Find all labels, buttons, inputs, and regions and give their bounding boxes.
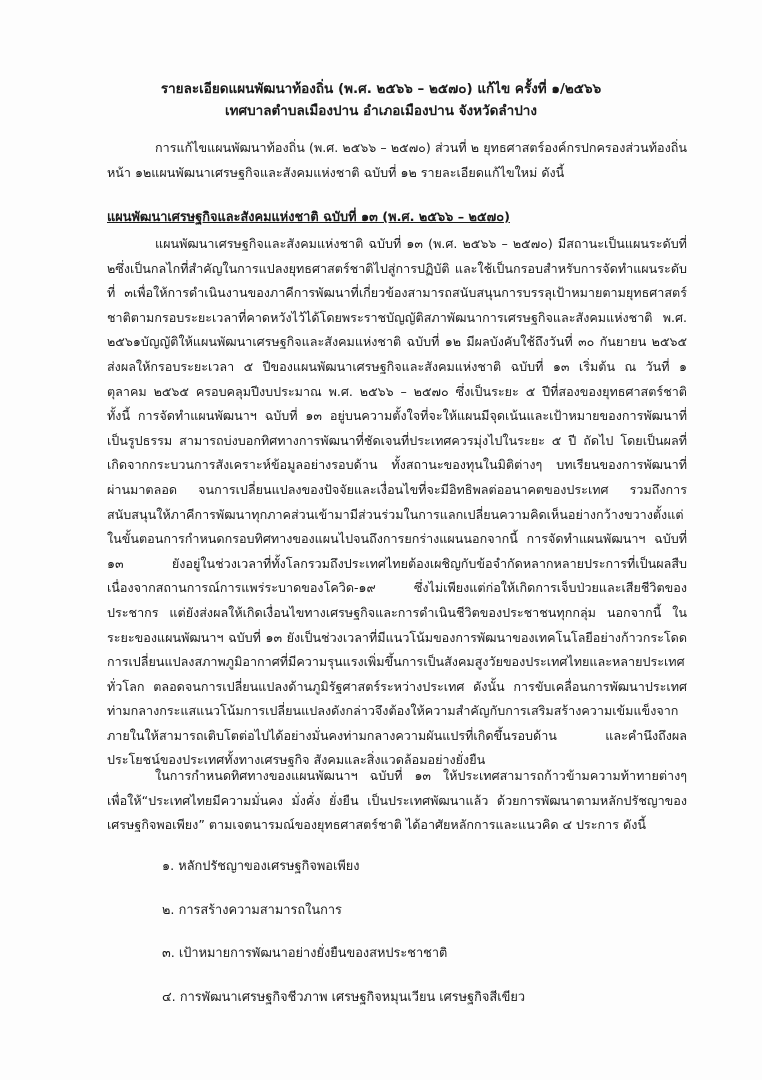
intro-paragraph xyxy=(107,136,687,185)
section-heading: แผนพัฒนาเศรษฐกิจและสังคมแห่งชาติ ฉบับที่ ๑๓ (พ.ศ. ๒๕๖๖ – ๒๕๗๐) xyxy=(107,210,510,225)
second-paragraph-text: ในการกำหนดทิศทางของแผนพัฒนาฯ ฉบับที่ ๑๓ ให้ประเทศสามารถก้าวข้ามความท้าทายต่างๆ เพื่อให้“ประเทศไทยมีความมั่นคง มั่งคั่ง ยั่งยืน เป็นประเทศพัฒนาแล้ว ด้วยการพัฒนาตามหลักปรัชญาของเศรษฐกิจพอเพียง” ตามเจตนารมณ์ของยุทธศาสตร์ชาติ ได้อาศัยหลักการและแนวคิด ๔ ประการ ดังนี้ xyxy=(107,768,687,833)
main-paragraph xyxy=(107,232,687,773)
document-title-line2: เทศบาลตำบลเมืองปาน อำเภอเมืองปาน จังหวัดลำปาง xyxy=(225,103,537,119)
principle-item: ๓. เป้าหมายการพัฒนาอย่างยั่งยืนของสหประชาชาติ xyxy=(162,946,448,961)
document-title-line1: รายละเอียดแผนพัฒนาท้องถิ่น (พ.ศ. ๒๕๖๖ – ๒๕๗๐) แก้ไข ครั้งที่ ๑/๒๕๖๖ xyxy=(160,81,602,97)
principle-item: ๒. การสร้างความสามารถในการ xyxy=(162,902,342,918)
main-paragraph-text: แผนพัฒนาเศรษฐกิจและสังคมแห่งชาติ ฉบับที่ ๑๓ (พ.ศ. ๒๕๖๖ – ๒๕๗๐) มีสถานะเป็นแผนระดับที่ ๒ซึ่งเป็นกลไกที่สำคัญในการแปลงยุทธศาสตร์ชาติไปสู่การปฏิบัติ และใช้เป็นกรอบสำหรับการจัดทำแผนระดับที่ ๓เพื่อให้การดำเนินงานของภาคีการพัฒนาที่เกี่ยวข้องสามารถสนับสนุนการบรรลุเป้าหมายตามยุทธศาสตร์ชาติตามกรอบระยะเวลาที่คาดหวังไว้ได้โดยพระราชบัญญัติสภาพัฒนาการเศรษฐกิจและสังคมแห่งชาติ พ.ศ. ๒๕๖๑บัญญัติให้แผนพัฒนาเศรษฐกิจและสังคมแห่งชาติ ฉบับที่ ๑๒ มีผลบังคับใช้ถึงวันที่ ๓๐ กันยายน ๒๕๖๕ ส่งผลให้กรอบระยะเวลา ๕ ปีของแผนพัฒนาเศรษฐกิจและสังคมแห่งชาติ ฉบับที่ ๑๓ เริ่มต้น ณ วันที่ ๑ ตุลาคม ๒๕๖๕ ครอบคลุมปีงบประมาณ พ.ศ. ๒๕๖๖ – ๒๕๗๐ ซึ่งเป็นระยะ ๕ ปีที่สองของยุทธศาสตร์ชาติ ทั้งนี้ การจัดทำแผนพัฒนาฯ ฉบับที่ ๑๓ อยู่บนความตั้งใจที่จะให้แผนมีจุดเน้นและเป้าหมายของการพัฒนาที่เป็นรูปธรรม สามารถบ่งบอกทิศทางการพัฒนาที่ชัดเจนที่ประเทศควรมุ่งไปในระยะ ๕ ปี ถัดไป โดยเป็นผลที่เกิดจากกระบวนการสังเคราะห์ข้อมูลอย่างรอบด้าน ทั้งสถานะของทุนในมิติต่างๆ บทเรียนของการพัฒนาที่ผ่านมาตลอด จนการเปลี่ยนแปลงของปัจจัยและเงื่อนไขที่จะมีอิทธิพลต่ออนาคตของประเทศ รวมถึงการสนับสนุนให้ภาคีการพัฒนาทุกภาคส่วนเข้ามามีส่วนร่วมในการแลกเปลี่ยนความคิดเห็นอย่างกว้างขวางตั้งแต่ในขั้นตอนการกำหนดกรอบทิศทางของแผนไปจนถึงการยกร่างแผนนอกจากนี้ การจัดทำแผนพัฒนาฯ ฉบับที่ ๑๓ ยังอยู่ในช่วงเวลาที่ทั้งโลกรวมถึงประเทศไทยต้องเผชิญกับข้อจำกัดหลากหลายประการที่เป็นผลสืบเนื่องจากสถานการณ์การแพร่ระบาดของโควิด-๑๙ ซึ่งไม่เพียงแต่ก่อให้เกิดการเจ็บป่วยและเสียชีวิตของประชากร แต่ยังส่งผลให้เกิดเงื่อนไขทางเศรษฐกิจและการดำเนินชีวิตของประชาชนทุกกลุ่ม นอกจากนี้ ในระยะของแผนพัฒนาฯ ฉบับที่ ๑๓ ยังเป็นช่วงเวลาที่มีแนวโน้มของการพัฒนาของเทคโนโลยีอย่างก้าวกระโดด การเปลี่ยนแปลงสภาพภูมิอากาศที่มีความรุนแรงเพิ่มขึ้นการเป็นสังคมสูงวัยของประเทศไทยและหลายประเทศทั่วโลก ตลอดจนการเปลี่ยนแปลงด้านภูมิรัฐศาสตร์ระหว่างประเทศ ดังนั้น การขับเคลื่อนการพัฒนาประเทศท่ามกลางกระแสแนวโน้มการเปลี่ยนแปลงดังกล่าวจึงต้องให้ความสำคัญกับการเสริมสร้างความเข้มแข็งจากภายในให้สามารถเติบโตต่อไปได้อย่างมั่นคงท่ามกลางความผันแปรที่เกิดขึ้นรอบด้าน และคำนึงถึงผลประโยชน์ของประเทศทั้งทางเศรษฐกิจ สังคมและสิ่งแวดล้อมอย่างยั่งยืน xyxy=(107,236,687,768)
principle-item: ๑. หลักปรัชญาของเศรษฐกิจพอเพียง xyxy=(162,859,360,874)
principle-item: ๔. การพัฒนาเศรษฐกิจชีวภาพ เศรษฐกิจหมุนเวียน เศรษฐกิจสีเขียว xyxy=(162,989,525,1005)
principles-list xyxy=(162,857,525,1031)
second-paragraph xyxy=(107,764,687,838)
intro-paragraph-text: การแก้ไขแผนพัฒนาท้องถิ่น (พ.ศ. ๒๕๖๖ – ๒๕๗๐) ส่วนที่ ๒ ยุทธศาสตร์องค์กรปกครองส่วนท้องถิ่น หน้า ๑๒แผนพัฒนาเศรษฐกิจและสังคมแห่งชาติ ฉบับที่ ๑๒ รายละเอียดแก้ไขใหม่ ดังนี้ xyxy=(107,140,687,180)
